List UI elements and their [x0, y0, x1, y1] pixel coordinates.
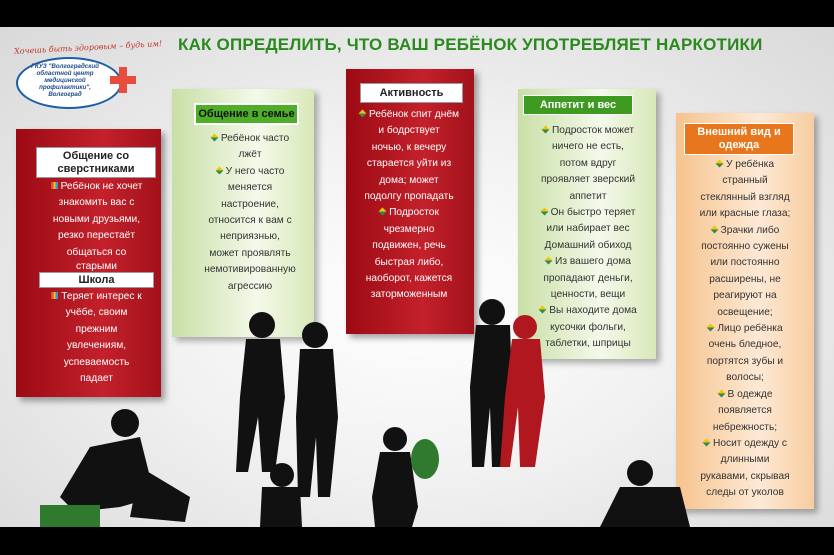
people-silhouettes — [0, 27, 834, 527]
panel-activity-text: Ребёнок спит днём и бодрствует ночью, к вечеру старается уйти из дома; может подолгу пропадать Подросток чрезмерно подвижен, речь быстрая либо, наоборот, кажется заторможенным — [348, 107, 470, 304]
panel-activity-header: Активность — [360, 83, 463, 103]
panel-school-header: Школа — [39, 272, 154, 288]
panel-appetite-text: Подросток может ничего не есть, потом вдруг проявляет зверский аппетит Он быстро теряет или набирает вес Домашний обиход Из вашего дома пропадают деньги, ценности, вещи Вы находите дома кусочки фольги, таблетки, шприцы — [522, 123, 654, 353]
panel-appearance-header: Внешний вид и одежда — [684, 123, 794, 155]
panel-peers-header: Общение со сверстниками — [36, 147, 156, 178]
child-silhouette — [260, 463, 302, 527]
panel-family-text: Ребёнок часто лжёт У него часто меняется настроение, относится к вам с неприязнью, может проявлять немотивированную агрессию — [204, 133, 296, 292]
logo-slogan: Хочешь быть здоровым – будь им! — [13, 39, 163, 56]
boy-with-backpack-silhouette — [372, 427, 439, 527]
panel-family-header: Общение в семье — [194, 103, 299, 125]
panel-appetite-header: Аппетит и вес — [523, 95, 633, 115]
page-title: КАК ОПРЕДЕЛИТЬ, ЧТО ВАШ РЕБЁНОК УПОТРЕБЛЯЕТ НАРКОТИКИ — [178, 35, 763, 54]
panel-appearance-text: У ребёнка странный стеклянный взгляд или красные глаза; Зрачки либо постоянно сужены или постоянно расширены, не реагируют на освещение; Лицо ребёнка очень бледное, портятся зубы и волосы; В одежде появляется небрежность; Носит одежду с длинными рукавами, скрывая следы от уколов — [699, 159, 791, 499]
panel-school-text: Теряет интерес к учёбе, своим прежним увлечениям, успеваемость падает — [34, 289, 159, 387]
slide — [0, 27, 834, 527]
lying-person-silhouette — [600, 460, 690, 527]
panel-peers-text: Ребёнок не хочет знакомить вас с новыми друзьями, резко перестаёт общаться со старыми — [34, 179, 159, 273]
standing-man-silhouette — [296, 322, 338, 497]
standing-woman-silhouette — [236, 312, 285, 472]
logo-text: ГКУЗ "Волгоградский областной центр медицинской профилактики", Волгоград — [31, 63, 99, 98]
